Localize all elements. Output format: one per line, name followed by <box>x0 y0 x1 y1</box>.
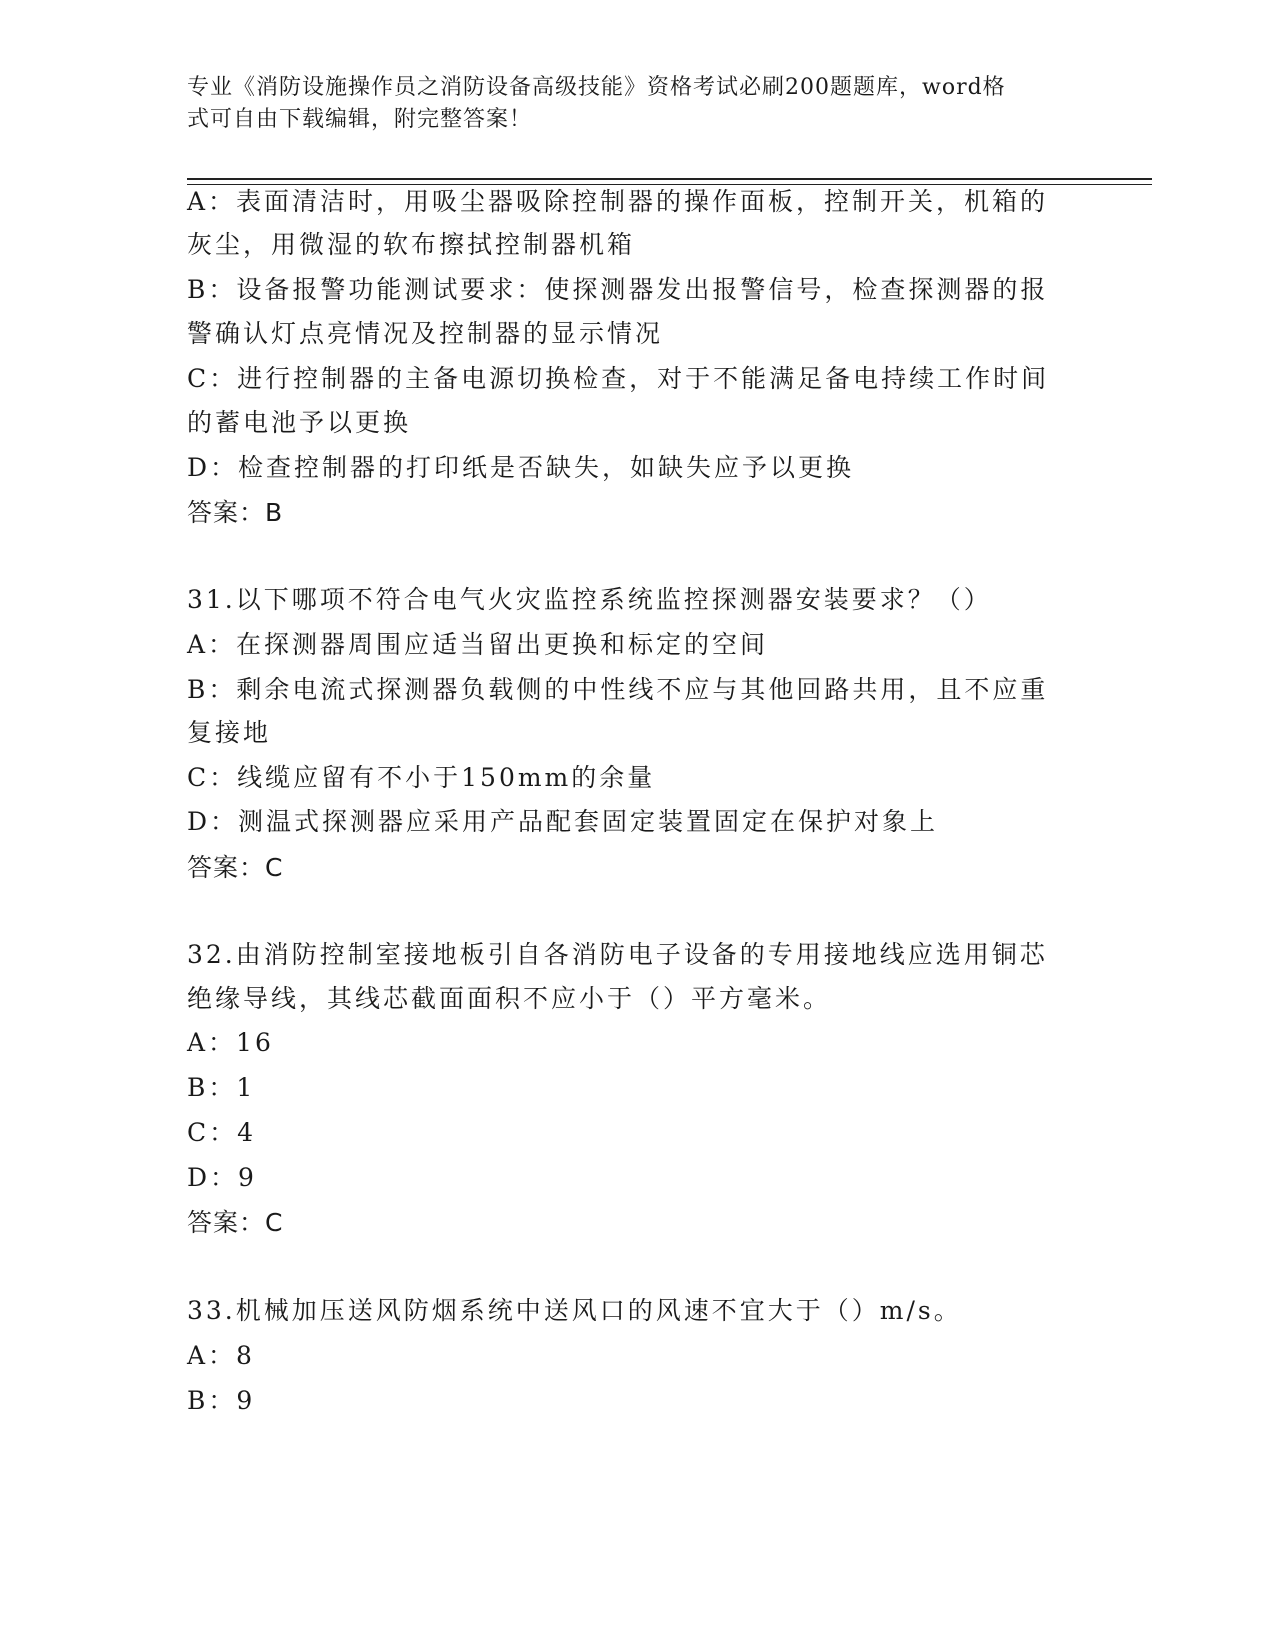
q30-option-c-line-2: 的蓄电池予以更换 <box>187 408 412 437</box>
q32-option-a: A：16 <box>187 1028 274 1057</box>
q32-option-b: B：1 <box>187 1073 256 1102</box>
q33-stem: 33.机械加压送风防烟系统中送风口的风速不宜大于（）m/s。 <box>187 1296 962 1325</box>
header-line-2: 式可自由下载编辑，附完整答案！ <box>187 107 533 132</box>
q32-stem-line-1: 32.由消防控制室接地板引自各消防电子设备的专用接地线应选用铜芯 <box>187 940 1048 969</box>
q32-option-d: D：9 <box>187 1163 257 1192</box>
q31-answer: 答案：C <box>187 853 284 882</box>
header-divider-thick <box>187 178 1152 180</box>
q30-option-c-line-1: C：进行控制器的主备电源切换检查，对于不能满足备电持续工作时间 <box>187 364 1050 393</box>
q30-answer: 答案：B <box>187 498 284 527</box>
q30-option-a-line-2: 灰尘，用微湿的软布擦拭控制器机箱 <box>187 230 636 259</box>
q30-option-d: D：检查控制器的打印纸是否缺失，如缺失应予以更换 <box>187 453 855 482</box>
q31-stem: 31.以下哪项不符合电气火灾监控系统监控探测器安装要求？（） <box>187 585 992 614</box>
q31-option-c: C：线缆应留有不小于150mm的余量 <box>187 763 656 792</box>
q32-option-c: C：4 <box>187 1118 257 1147</box>
q31-option-b-line-1: B：剩余电流式探测器负载侧的中性线不应与其他回路共用，且不应重 <box>187 675 1049 704</box>
q32-answer: 答案：C <box>187 1208 284 1237</box>
header-line-1: 专业《消防设施操作员之消防设备高级技能》资格考试必刷200题题库，word格 <box>187 75 1006 100</box>
q30-option-a-line-1: A：表面清洁时，用吸尘器吸除控制器的操作面板，控制开关，机箱的 <box>187 187 1049 216</box>
q31-option-a: A：在探测器周围应适当留出更换和标定的空间 <box>187 630 769 659</box>
q30-option-b-line-1: B：设备报警功能测试要求：使探测器发出报警信号，检查探测器的报 <box>187 275 1049 304</box>
q31-option-d: D：测温式探测器应采用产品配套固定装置固定在保护对象上 <box>187 807 939 836</box>
q30-option-b-line-2: 警确认灯点亮情况及控制器的显示情况 <box>187 319 664 348</box>
q32-stem-line-2: 绝缘导线，其线芯截面面积不应小于（）平方毫米。 <box>187 984 832 1013</box>
q31-option-b-line-2: 复接地 <box>187 718 272 747</box>
q33-option-a: A：8 <box>187 1341 255 1370</box>
q33-option-b: B：9 <box>187 1386 256 1415</box>
document-header <box>187 72 1067 136</box>
